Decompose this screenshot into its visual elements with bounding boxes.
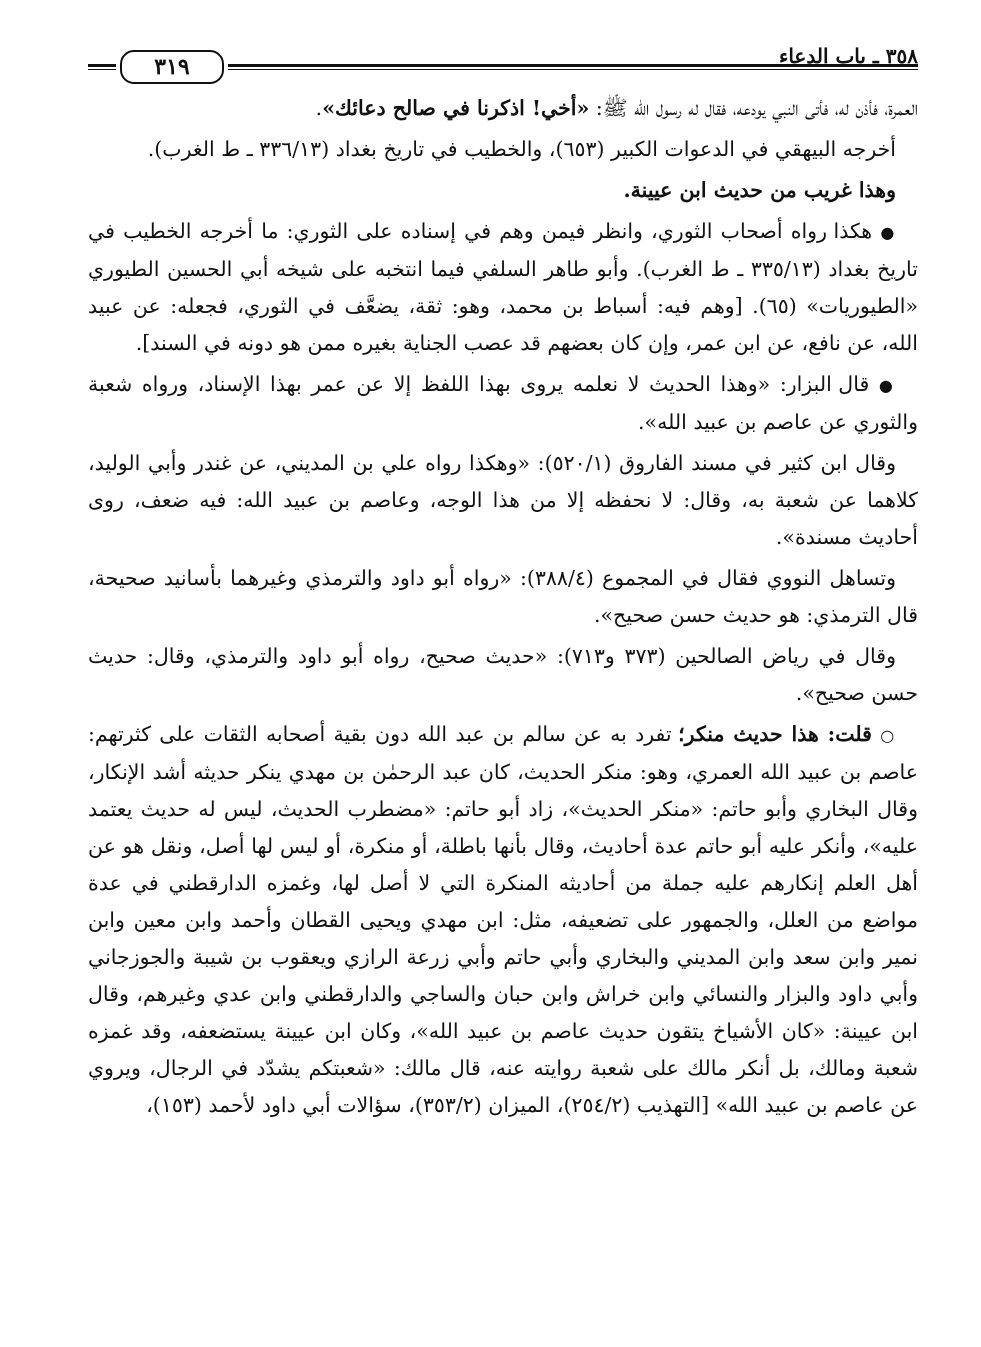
paragraph-text: وقال ابن كثير في مسند الفاروق (٥٢٠/١): «وهكذا رواه علي بن المديني، عن غندر وأبي الوليد، كلاهما عن شعبة به، وقال: لا نحفظه إلا من هذا الوجه، وعاصم بن عبيد الله: فيه ضعف، روى أحاديث مسندة».	[88, 451, 918, 549]
chapter-title: ٣٥٨ ـ باب الدعاء	[778, 44, 918, 68]
bold-statement: وهذا غريب من حديث ابن عيينة.	[623, 178, 896, 202]
page-number: ٣١٩	[120, 50, 224, 84]
paragraph-text: تفرد به عن سالم بن عبد الله دون بقية أصحابه الثقات على كثرتهم: عاصم بن عبيد الله العمري، وهو: منكر الحديث، كان عبد الرحمٰن بن مهدي ينكر حديثه أشد الإنكار، وقال البخاري وأبو حاتم: «منكر الحديث»، زاد أبو حاتم: «مضطرب الحديث، ليس له حديث يعتمد عليه»، وأنكر عليه أبو حاتم عدة أحاديث، وقال بأنها باطلة، أو منكرة، أو ليس لها أصل، ونقل هو عن أهل العلم إنكارهم عليه جملة من أحاديثه المنكرة التي لا أصل لها، وغمزه الدارقطني في عدة مواضع من العلل، والجمهور على تضعيفه، مثل: ابن مهدي ويحيى القطان وأحمد وابن معين وابن نمير وابن سعد وابن المديني والبخاري وأبي حاتم وأبي زرعة الرازي ويعقوب بن شيبة والجوزجاني وأبي داود والبزار والنسائي وابن خراش وابن حبان والساجي والدارقطني وابن عدي وغيرهم، وقال ابن عيينة: «كان الأشياخ يتقون حديث عاصم بن عبيد الله»، وكان ابن عيينة يستضعفه، وقد غمزه شعبة ومالك، بل أنكر مالك على شعبة روايته عنه، قال مالك: «شعبتكم يشدّد في الرجال، ويروي عن عاصم بن عبيد الله» [التهذيب (٢٥٤/٢)، الميزان (٣٥٣/٢)، سؤالات أبي داود لأحمد (١٥٣)،	[88, 722, 918, 1117]
paragraph	[88, 445, 918, 556]
header-rule	[228, 64, 918, 67]
paragraph	[88, 172, 918, 209]
page	[88, 30, 918, 1330]
paragraph-text: وقال في رياض الصالحين (٣٧٣ و٧١٣): «حديث صحيح، رواه أبو داود والترمذي، وقال: حديث حسن صحيح».	[88, 644, 918, 705]
paragraph	[88, 90, 918, 127]
paragraph-text: أخرجه البيهقي في الدعوات الكبير (٦٥٣)، والخطيب في تاريخ بغداد (٣٣٦/١٣ ـ ط الغرب).	[147, 137, 896, 161]
header-rule	[88, 69, 116, 70]
body-text	[88, 90, 918, 1128]
paragraph	[88, 366, 918, 441]
bullet-icon: ●	[880, 223, 896, 242]
paragraph	[88, 213, 918, 362]
bullet-icon: ○	[880, 726, 896, 745]
paragraph-text: وتساهل النووي فقال في المجموع (٣٨٨/٤): «رواه أبو داود والترمذي وغيرهما بأسانيد صحيحة، قال الترمذي: هو حديث حسن صحيح».	[88, 566, 918, 627]
paragraph	[88, 131, 918, 168]
paragraph-text: العمرة، فأذن له، فأتى النبي يودعه، فقال له رسول الله ﷺ:	[589, 96, 918, 120]
header-rule	[228, 69, 918, 70]
paragraph-text: .	[315, 96, 323, 120]
header-rule	[88, 64, 116, 67]
hadith-quote: «أخي! اذكرنا في صالح دعائك»	[322, 96, 590, 120]
bullet-icon: ●	[878, 376, 896, 395]
paragraph	[88, 560, 918, 634]
paragraph-text: هكذا رواه أصحاب الثوري، وانظر فيمن وهم في إسناده على الثوري: ما أخرجه الخطيب في تاريخ بغداد (٣٣٥/١٣ ـ ط الغرب). وأبو طاهر السلفي فيما انتخبه على شيخه أبي الحسين الطيوري «الطيوريات» (٦٥). [وهم فيه: أسباط بن محمد، وهو: ثقة، يضعَّف في الثوري، فجعله: عن عبيد الله، عن نافع، عن ابن عمر، وإن كان بعضهم قد عصب الجناية بغيره ممن هو دونه في السند].	[88, 219, 918, 355]
paragraph	[88, 716, 918, 1124]
paragraph-text: قال البزار: «وهذا الحديث لا نعلمه يروى بهذا اللفظ إلا عن عمر بهذا الإسناد، ورواه شعبة والثوري عن عاصم بن عبيد الله».	[88, 372, 918, 434]
page-header	[88, 38, 918, 88]
bold-statement: قلت: هذا حديث منكر؛	[678, 722, 872, 746]
paragraph	[88, 638, 918, 712]
